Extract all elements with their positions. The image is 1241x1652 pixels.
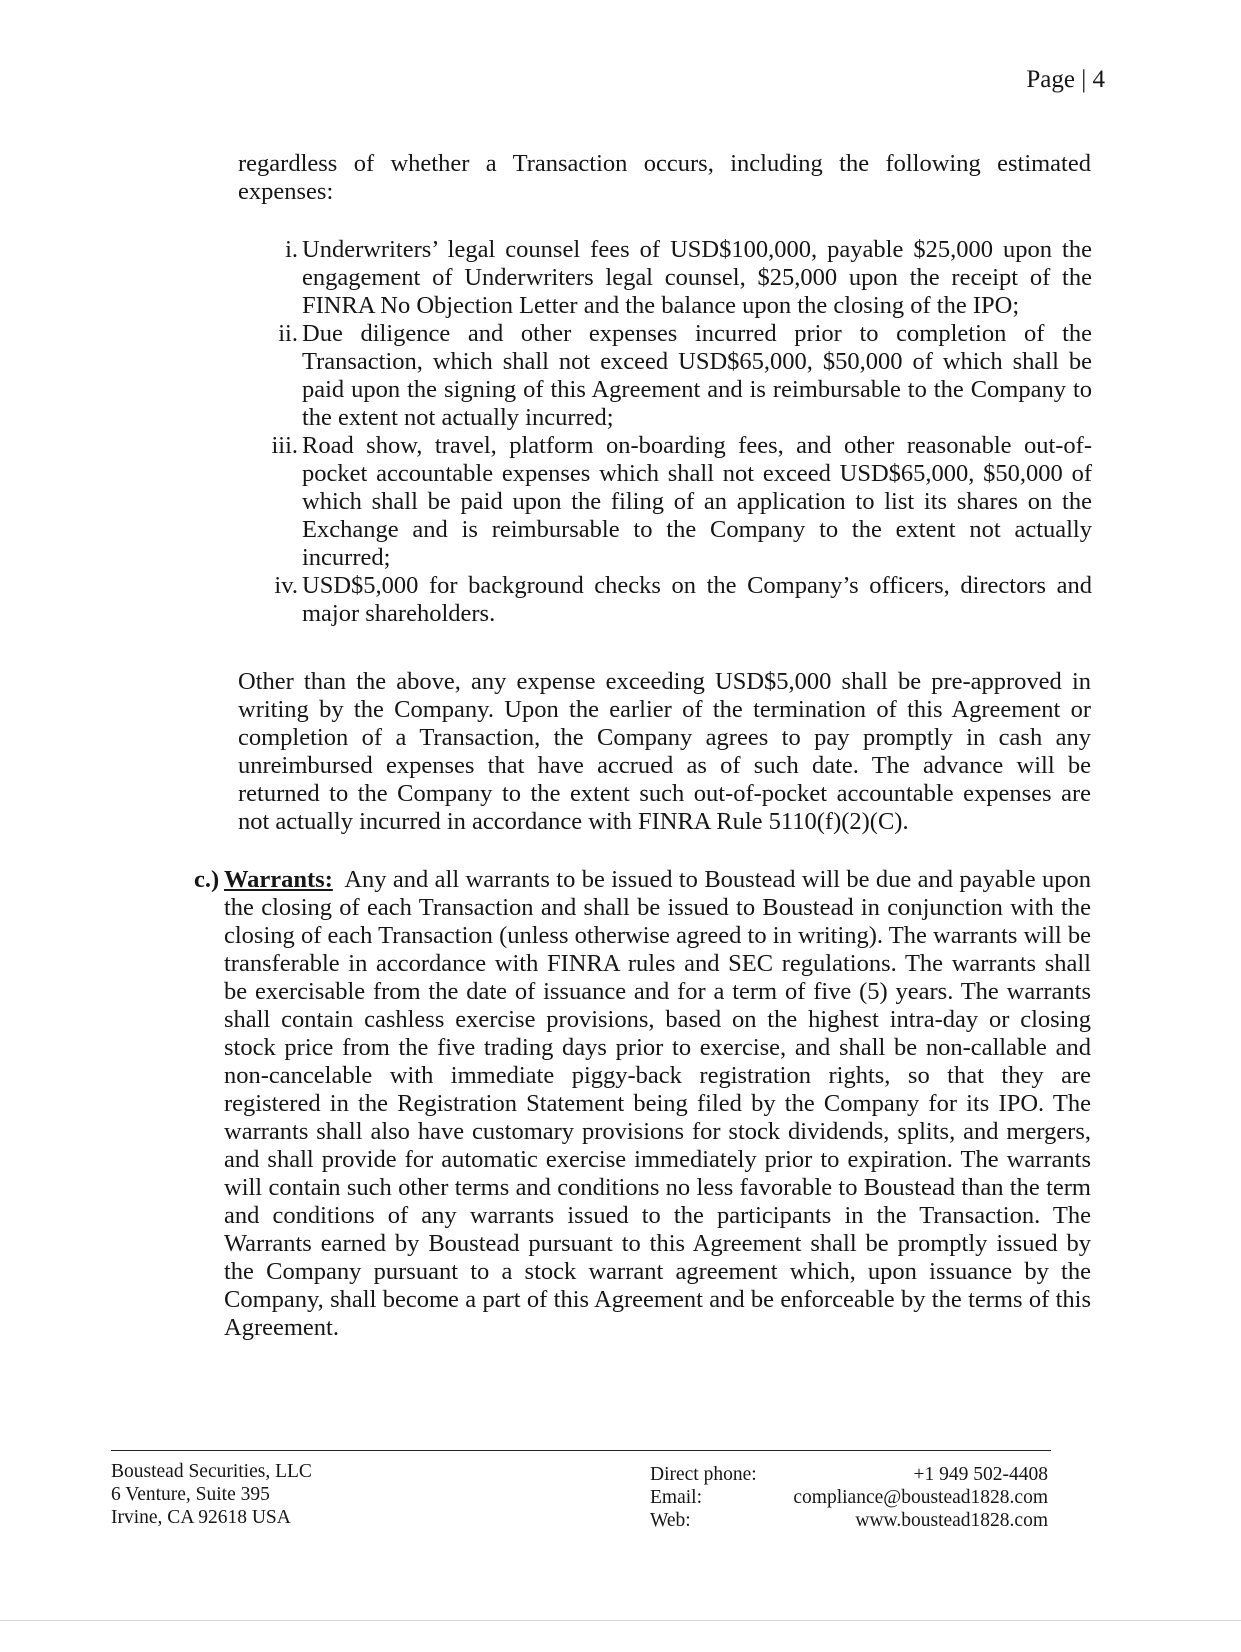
expense-item-text: Road show, travel, platform on-boarding fees, and other reasonable out-of-pocket accountable expenses which shall not exceed USD$65,000, $50,000 of which shall be paid upon the filing of an application to list its shares on the Exchange and is reimbursable to the Company to the extent not actually incurred; (302, 432, 1092, 571)
scan-edge-line (0, 1620, 1241, 1621)
expense-item-text: USD$5,000 for background checks on the Company’s officers, directors and major shareholders. (302, 572, 1092, 627)
footer-website: www.boustead1828.com (855, 1510, 1048, 1531)
footer-divider (111, 1450, 1051, 1451)
expense-item (262, 572, 1092, 628)
footer-contacts (650, 1463, 1048, 1532)
warrants-section-label: c.) (194, 866, 220, 893)
warrants-heading: Warrants: (224, 866, 333, 893)
footer-contact-label: Direct phone: (650, 1464, 757, 1485)
expense-item-text: Due diligence and other expenses incurred prior to completion of the Transaction, which shall not exceed USD$65,000, $50,000 of which shall be paid upon the signing of this Agreement and is reimbursable to the Company to the extent not actually incurred; (302, 320, 1092, 431)
expense-item (262, 320, 1092, 432)
footer-email: compliance@boustead1828.com (793, 1487, 1048, 1508)
footer-contact-label: Email: (650, 1487, 702, 1508)
expense-item-number: iv. (274, 572, 298, 599)
page-number: Page | 4 (1026, 66, 1105, 93)
footer-phone: +1 949 502-4408 (913, 1464, 1048, 1485)
intro-paragraph: regardless of whether a Transaction occurs, including the following estimated expenses: (238, 150, 1091, 205)
footer-contact-row (650, 1486, 1048, 1509)
footer-contact-label: Web: (650, 1510, 691, 1531)
footer-address-line-1: 6 Venture, Suite 395 (111, 1484, 270, 1505)
footer-contact-row (650, 1463, 1048, 1486)
warrants-text: Any and all warrants to be issued to Boustead will be due and payable upon the closing of each Transaction and shall be issued to Boustead in conjunction with the closing of each Transaction (unless otherwise agreed to in writing). The warrants will be transferable in accordance with FINRA rules and SEC regulations. The warrants shall be exercisable from the date of issuance and for a term of five (5) years. The warrants shall contain cashless exercise provisions, based on the highest intra-day or closing stock price from the five trading days prior to exercise, and shall be non-callable and non-cancelable with immediate piggy-back registration rights, so that they are registered in the Registration Statement being filed by the Company for its IPO. The warrants shall also have customary provisions for stock dividends, splits, and mergers, and shall provide for automatic exercise immediately prior to expiration. The warrants will contain such other terms and conditions no less favorable to Boustead than the term and conditions of any warrants issued to the participants in the Transaction. The Warrants earned by Boustead pursuant to this Agreement shall be promptly issued by the Company pursuant to a stock warrant agreement which, upon issuance by the Company, shall become a part of this Agreement and be enforceable by the terms of this Agreement. (224, 866, 1091, 1341)
footer-address-line-2: Irvine, CA 92618 USA (111, 1507, 291, 1528)
expense-item-number: iii. (271, 432, 298, 459)
expense-item-text: Underwriters’ legal counsel fees of USD$100,000, payable $25,000 upon the engagement of Underwriters legal counsel, $25,000 upon the receipt of the FINRA No Objection Letter and the balance upon the closing of the IPO; (302, 236, 1092, 319)
expense-list (262, 236, 1092, 628)
expense-item-number: i. (285, 236, 298, 263)
expense-item-number: ii. (278, 320, 298, 347)
expense-item (262, 432, 1092, 572)
other-expenses-paragraph: Other than the above, any expense exceeding USD$5,000 shall be pre-approved in writing by the Company. Upon the earlier of the termination of this Agreement or completion of a Transaction, the Company agrees to pay promptly in cash any unreimbursed expenses that have accrued as of such date. The advance will be returned to the Company to the extent such out-of-pocket accountable expenses are not actually incurred in accordance with FINRA Rule 5110(f)(2)(C). (238, 668, 1091, 835)
expense-item (262, 236, 1092, 320)
footer-company-name: Boustead Securities, LLC (111, 1461, 312, 1482)
footer-contact-row (650, 1509, 1048, 1532)
warrants-paragraph (194, 866, 1091, 1342)
footer-address (111, 1460, 312, 1529)
warrants-section (194, 866, 1091, 1342)
